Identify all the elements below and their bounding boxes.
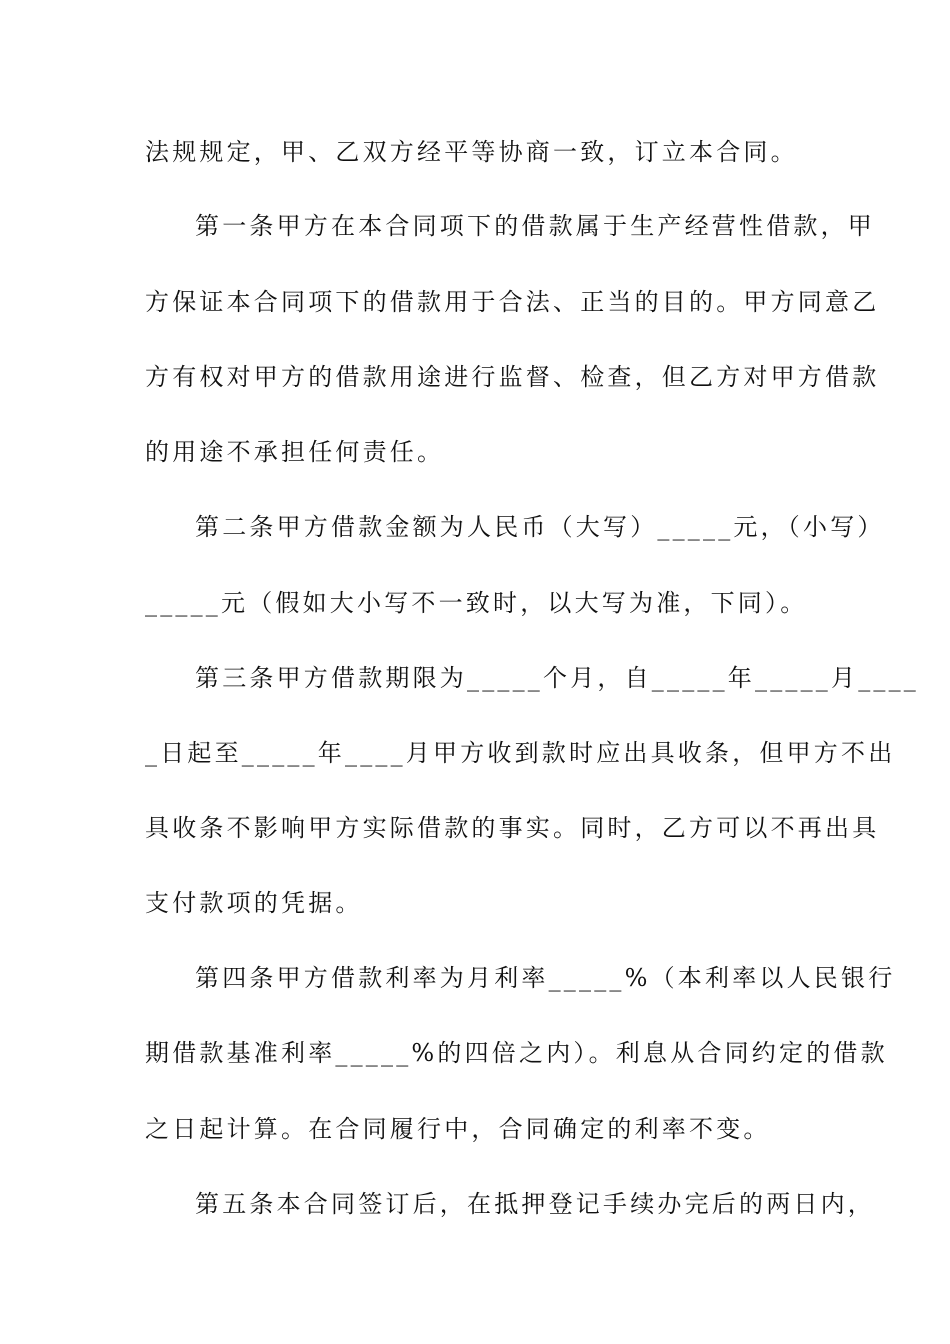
text-line: 具收条不影响甲方实际借款的事实。同时，乙方可以不再出具: [145, 814, 880, 842]
text-line: 方有权对甲方的借款用途进行监督、检查，但乙方对甲方借款: [145, 363, 880, 391]
article-2-line: 第二条甲方借款金额为人民币（大写）_____元，（小写）: [195, 513, 885, 541]
article-5-line: 第五条本合同签订后，在抵押登记手续办完后的两日内，: [195, 1190, 875, 1218]
text-line: 的用途不承担任何责任。: [145, 438, 445, 466]
text-line: 支付款项的凭据。: [145, 889, 363, 917]
text-line: 期借款基准利率_____%的四倍之内）。利息从合同约定的借款: [145, 1039, 888, 1067]
text-line: 之日起计算。在合同履行中，合同确定的利率不变。: [145, 1115, 771, 1143]
text-line: 法规规定，甲、乙双方经平等协商一致，订立本合同。: [145, 138, 798, 166]
text-line: _____元（假如大小写不一致时，以大写为准，下同）。: [145, 589, 808, 617]
article-1-line: 第一条甲方在本合同项下的借款属于生产经营性借款，甲: [195, 212, 875, 240]
text-line: _日起至_____年____月甲方收到款时应出具收条，但甲方不出: [145, 739, 896, 767]
text-line: 方保证本合同项下的借款用于合法、正当的目的。甲方同意乙: [145, 288, 880, 316]
article-4-line: 第四条甲方借款利率为月利率_____%（本利率以人民银行: [195, 964, 896, 992]
article-3-line: 第三条甲方借款期限为_____个月，自_____年_____月____: [195, 664, 919, 692]
